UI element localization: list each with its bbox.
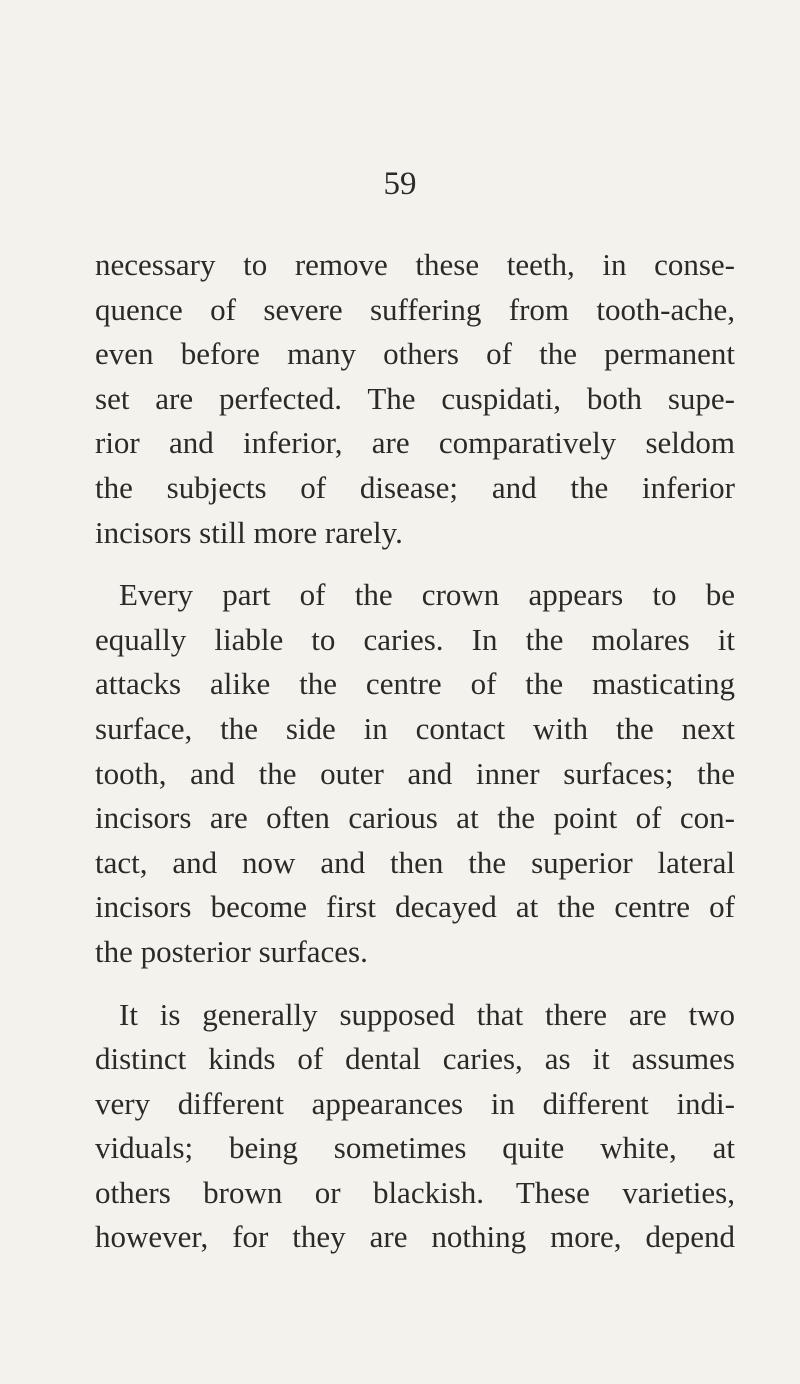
- paragraph-spacer: [95, 975, 735, 993]
- text-line: surface, the side in contact with the next: [95, 710, 735, 746]
- text-line: set are perfected. The cuspidati, both supe-: [95, 380, 735, 416]
- text-line: incisors still more rarely.: [95, 514, 403, 550]
- text-line: necessary to remove these teeth, in conse-: [95, 247, 735, 282]
- text-line: distinct kinds of dental caries, as it assumes: [95, 1041, 735, 1077]
- text-line: incisors become first decayed at the centre of: [95, 889, 735, 925]
- text-line: quence of severe suffering from tooth-ache,: [95, 291, 735, 327]
- text-line: the subjects of disease; and the inferior: [95, 469, 735, 505]
- text-line: Every part of the crown appears to be: [119, 577, 735, 613]
- text-line: incisors are often carious at the point of con-: [95, 800, 735, 836]
- page-number: 59: [383, 166, 417, 202]
- text-line: rior and inferior, are comparatively seldom: [95, 425, 735, 461]
- text-line: however, for they are nothing more, depend: [95, 1219, 735, 1255]
- text-line: tooth, and the outer and inner surfaces; the: [95, 755, 735, 791]
- text-line: others brown or blackish. These varieties,: [95, 1174, 735, 1210]
- paragraph: [95, 993, 735, 1261]
- text-line: the posterior surfaces.: [95, 933, 368, 969]
- paragraph: [95, 573, 735, 974]
- text-line: even before many others of the permanent: [95, 336, 735, 372]
- text-line: very different appearances in different indi-: [95, 1085, 735, 1121]
- text-line: equally liable to caries. In the molares it: [95, 621, 735, 657]
- text-line: tact, and now and then the superior lateral: [95, 844, 735, 880]
- text-line: It is generally supposed that there are two: [119, 996, 735, 1032]
- page-body: [95, 243, 735, 1260]
- text-line: viduals; being sometimes quite white, at: [95, 1130, 735, 1166]
- text-line: attacks alike the centre of the masticating: [95, 666, 735, 702]
- paragraph: [95, 243, 735, 555]
- paragraph-spacer: [95, 555, 735, 573]
